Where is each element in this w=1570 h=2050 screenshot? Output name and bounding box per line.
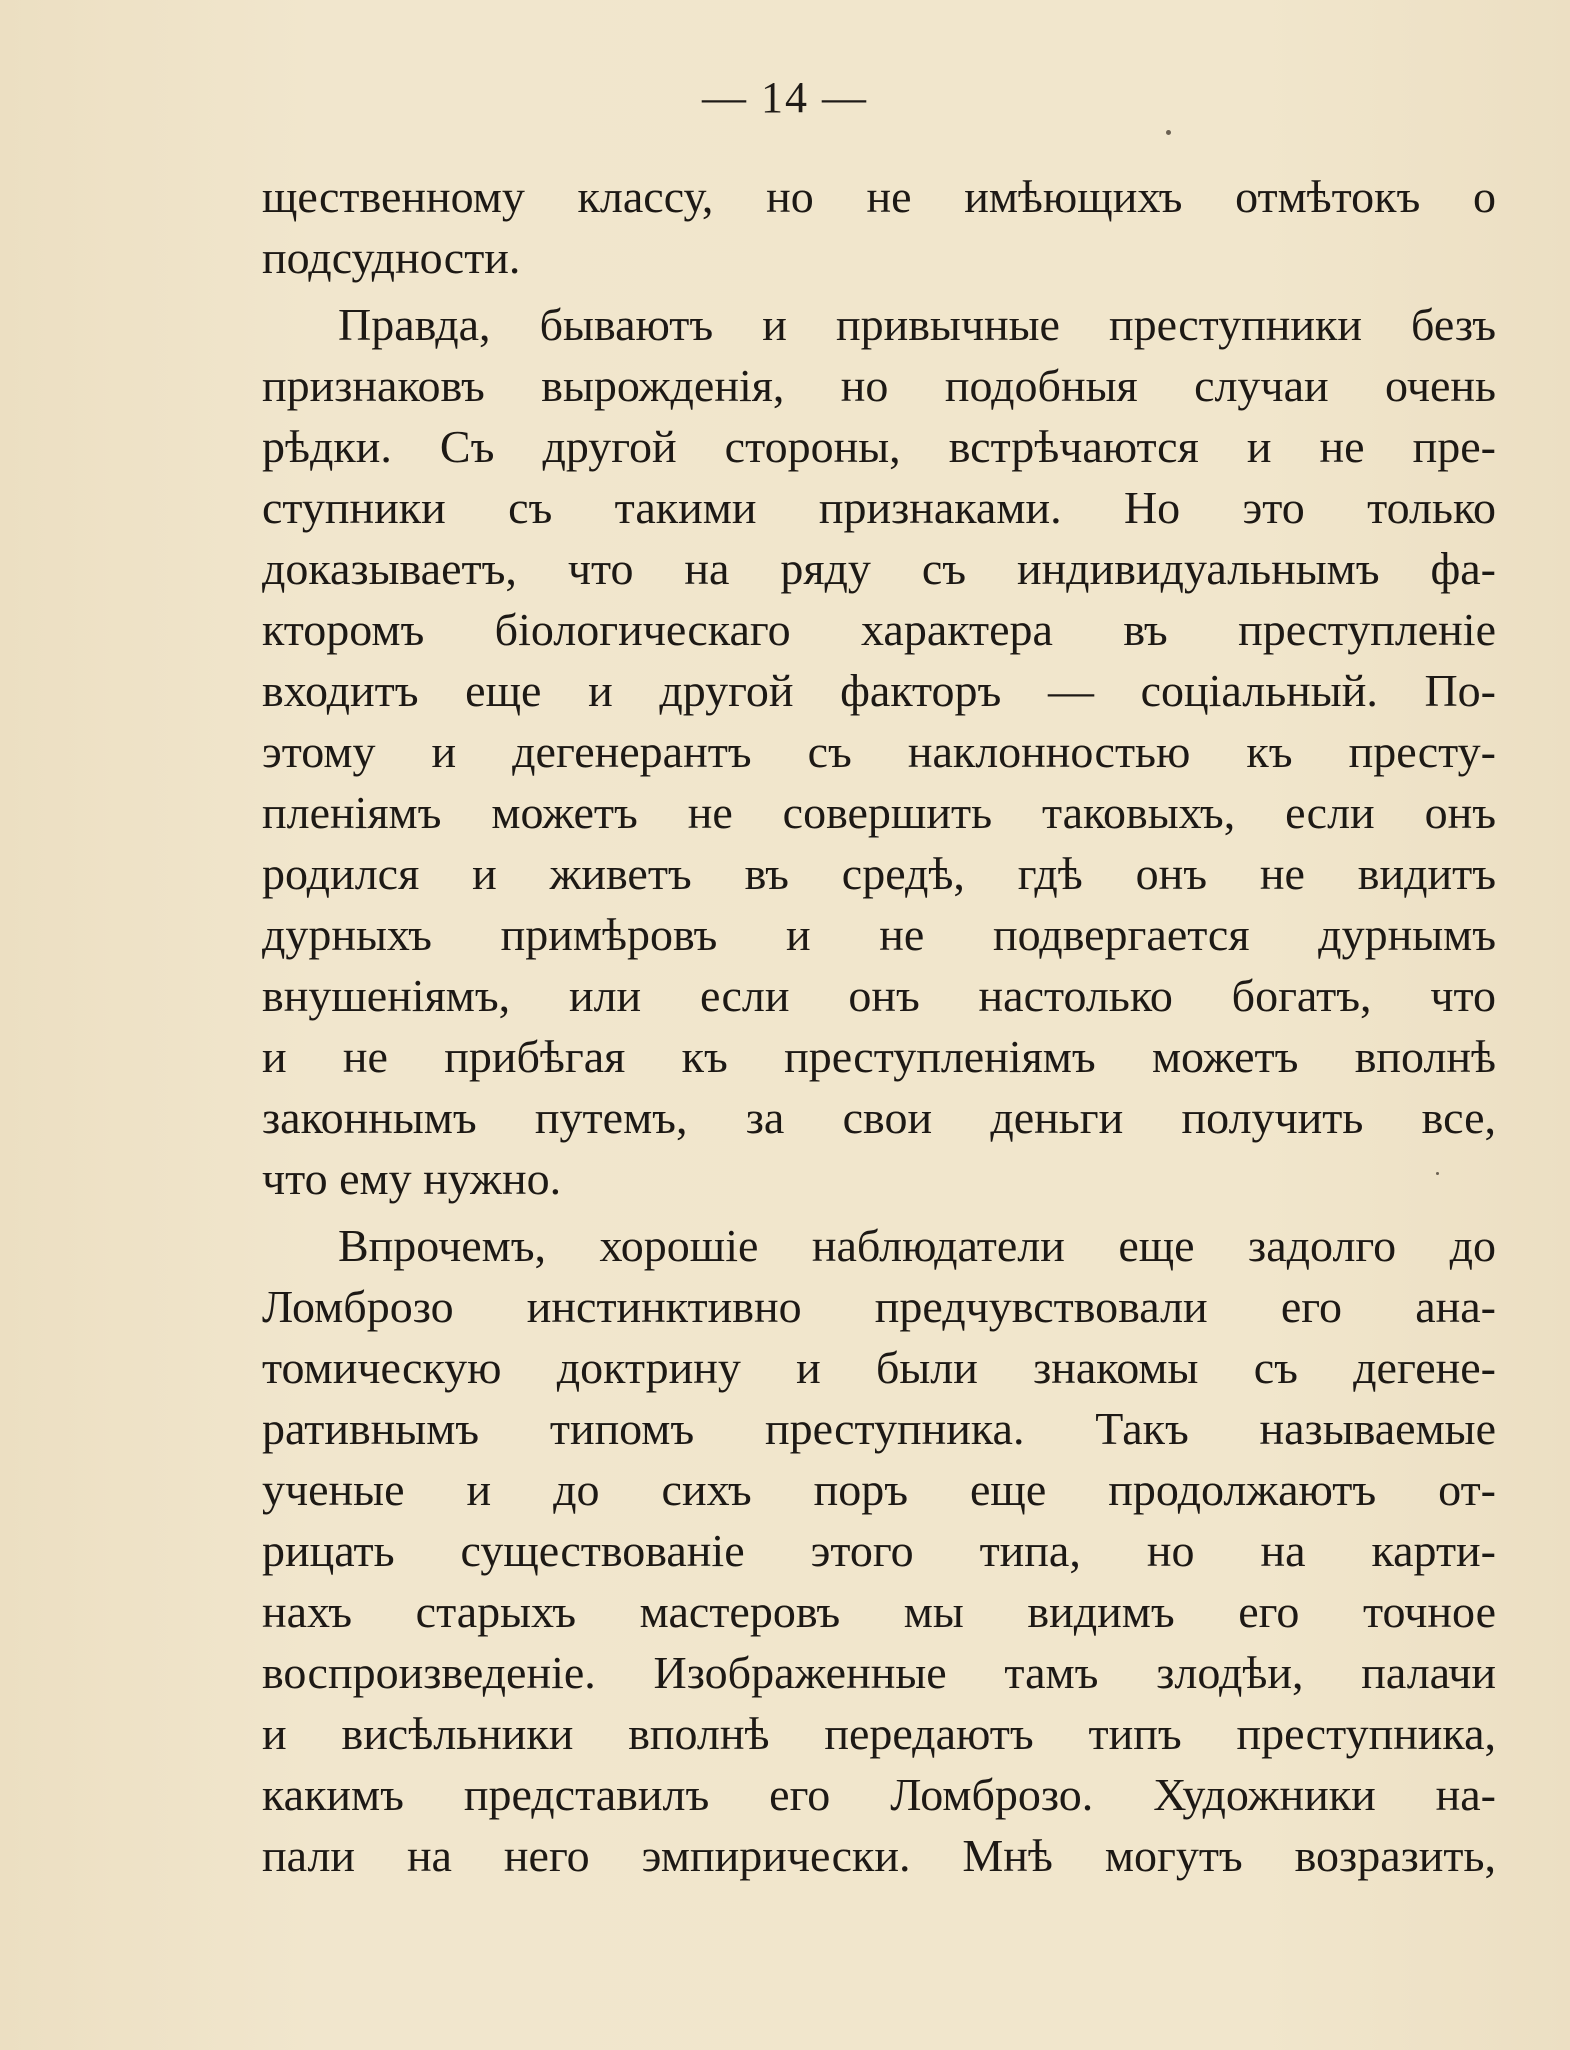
text-line: что ему нужно. bbox=[262, 1153, 562, 1204]
text-line: Впрочемъ, хорошіе наблюдатели еще задолго до bbox=[338, 1220, 1496, 1271]
text-line: доказываетъ, что на ряду съ индивидуальнымъ фа- bbox=[262, 543, 1496, 594]
text-line: этому и дегенерантъ съ наклонностью къ престу- bbox=[262, 726, 1496, 777]
text-line: признаковъ вырожденія, но подобныя случаи очень bbox=[262, 360, 1496, 411]
text-line: кторомъ біологическаго характера въ преступленіе bbox=[262, 604, 1496, 655]
text-line: ученые и до сихъ поръ еще продолжаютъ от- bbox=[262, 1464, 1496, 1515]
text-line: и висѣльники вполнѣ передаютъ типъ преступника, bbox=[262, 1708, 1496, 1759]
ink-speck bbox=[1166, 130, 1171, 135]
text-line: пленіямъ можетъ не совершить таковыхъ, если онъ bbox=[262, 787, 1496, 838]
text-line: законнымъ путемъ, за свои деньги получить все, bbox=[262, 1092, 1496, 1143]
text-line: рѣдки. Съ другой стороны, встрѣчаются и не пре- bbox=[262, 421, 1496, 472]
text-line: входитъ еще и другой факторъ — соціальный. По- bbox=[262, 665, 1496, 716]
text-line: и не прибѣгая къ преступленіямъ можетъ вполнѣ bbox=[262, 1031, 1496, 1082]
text-line: Ломброзо инстинктивно предчувствовали его ана- bbox=[262, 1281, 1496, 1332]
text-line: Правда, бываютъ и привычные преступники безъ bbox=[338, 299, 1496, 350]
text-line: дурныхъ примѣровъ и не подвергается дурнымъ bbox=[262, 909, 1496, 960]
text-line: пали на него эмпирически. Мнѣ могутъ возразить, bbox=[262, 1830, 1496, 1881]
text-line: щественному классу, но не имѣющихъ отмѣтокъ о bbox=[262, 171, 1496, 222]
body-text bbox=[262, 166, 1496, 1886]
text-line: ративнымъ типомъ преступника. Такъ называемые bbox=[262, 1403, 1496, 1454]
text-line: родился и живетъ въ средѣ, гдѣ онъ не видитъ bbox=[262, 848, 1496, 899]
text-line: подсудности. bbox=[262, 232, 521, 283]
text-line: томическую доктрину и были знакомы съ дегене- bbox=[262, 1342, 1496, 1393]
text-line: ступники съ такими признаками. Но это только bbox=[262, 482, 1496, 533]
text-line: нахъ старыхъ мастеровъ мы видимъ его точное bbox=[262, 1586, 1496, 1637]
text-line: воспроизведеніе. Изображенные тамъ злодѣи, палачи bbox=[262, 1647, 1496, 1698]
text-line: рицать существованіе этого типа, но на карти- bbox=[262, 1525, 1496, 1576]
text-line: внушеніямъ, или если онъ настолько богатъ, что bbox=[262, 970, 1496, 1021]
text-line: какимъ представилъ его Ломброзо. Художники на- bbox=[262, 1769, 1496, 1820]
page-number: — 14 — bbox=[702, 73, 868, 122]
